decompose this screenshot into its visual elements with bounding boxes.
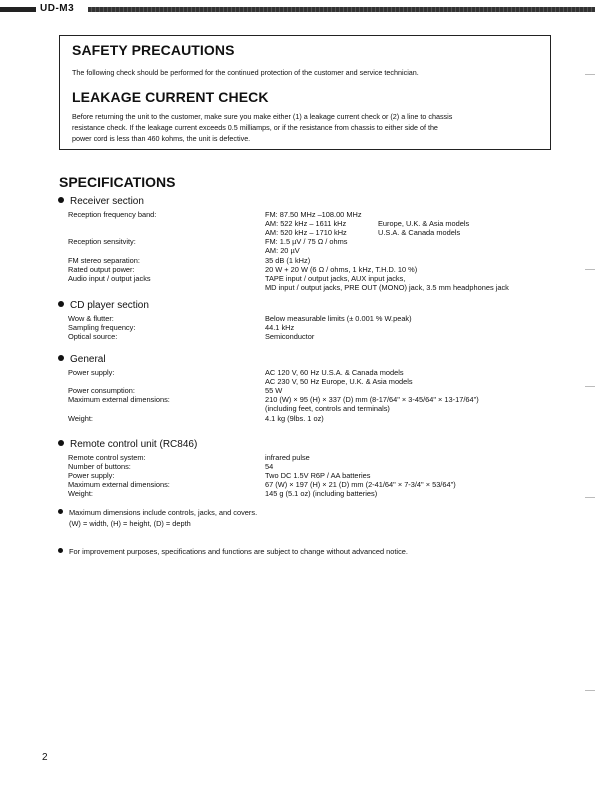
note-line: For improvement purposes, specifications and functions are subject to change without advanced notice. [69,547,408,556]
spec-label: Power supply: [68,471,115,481]
safety-text: The following check should be performed for the continued protection of the customer and service technician. [72,68,419,77]
leakage-line: Before returning the unit to the customer, make sure you make either (1) a leakage current check or (2) a line to chassis [72,112,453,121]
spec-value: 20 W + 20 W (6 Ω / ohms, 1 kHz, T.H.D. 10 %) [265,264,418,274]
general-heading [58,354,106,365]
section-title: General [70,354,106,365]
spec-label: Optical source: [68,332,118,342]
spec-value: infrared pulse [265,453,310,462]
spec-label: Wow & flutter: [68,314,114,323]
spec-row [0,453,595,462]
spec-row [0,219,595,228]
bullet-icon [58,548,63,553]
edge-mark [585,690,595,691]
spec-row [0,480,595,489]
spec-row [0,395,595,404]
spec-value: AM: 520 kHz – 1710 kHz [265,228,347,238]
spec-row [0,489,595,498]
edge-mark [585,497,595,498]
spec-value: 44.1 kHz [265,323,295,333]
spec-label: Remote control system: [68,453,146,462]
spec-label: Power consumption: [68,386,135,396]
bullet-icon [58,301,64,307]
spec-value: 67 (W) × 197 (H) × 21 (D) mm (2-41/64" × 7-3/4" × 53/64") [265,480,456,490]
specifications-title: SPECIFICATIONS [59,174,176,190]
spec-value: TAPE input / output jacks, AUX input jacks, [265,273,406,283]
spec-row [0,332,595,341]
spec-label: Number of buttons: [68,462,131,472]
edge-mark [585,269,595,270]
receiver-heading [58,196,144,207]
spec-value: Below measurable limits (± 0.001 % W.peak) [265,314,412,323]
section-title: Receiver section [70,196,144,207]
spec-row [0,404,595,413]
spec-label: Weight: [68,489,93,499]
spec-row [0,386,595,395]
bullet-icon [58,197,64,203]
remote-heading [58,439,197,450]
section-title: CD player section [70,300,149,311]
spec-value: AC 120 V, 60 Hz U.S.A. & Canada models [265,368,404,377]
spec-row [0,265,595,274]
bullet-icon [58,355,64,361]
leakage-text [72,111,540,144]
spec-value: FM: 1.5 µV / 75 Ω / ohms [265,237,348,247]
spec-label: Maximum external dimensions: [68,480,170,490]
spec-row [0,323,595,332]
cd-heading [58,300,149,311]
spec-value: 54 [265,462,274,472]
spec-value: AC 230 V, 50 Hz Europe, U.K. & Asia models [265,377,413,387]
spec-value: 35 dB (1 kHz) [265,255,311,265]
section-title: Remote control unit (RC846) [70,439,198,450]
model-name: UD-M3 [40,3,75,14]
spec-value: 4.1 kg (9lbs. 1 oz) [265,413,324,423]
bullet-icon [58,509,63,514]
bullet-icon [58,440,64,446]
leakage-line: power cord is less than 460 kohms, the unit is defective. [72,134,251,143]
spec-label: Rated output power: [68,264,135,274]
safety-title: SAFETY PRECAUTIONS [72,42,235,58]
spec-label: Reception sensitvity: [68,237,136,247]
spec-row [0,471,595,480]
spec-label: Sampling frequency: [68,323,136,333]
page-number: 2 [42,752,48,763]
spec-label: Maximum external dimensions: [68,395,170,405]
header-rule-right [88,7,595,12]
leakage-title: LEAKAGE CURRENT CHECK [72,89,269,105]
spec-row [0,256,595,265]
spec-row [0,237,595,246]
spec-label: Weight: [68,413,93,423]
spec-value: 55 W [265,386,283,396]
spec-row [0,228,595,237]
spec-value: Two DC 1.5V R6P / AA batteries [265,471,371,481]
spec-value: Europe, U.K. & Asia models [378,219,470,229]
spec-label: Audio input / output jacks [68,273,151,283]
safety-box [59,35,551,150]
note-line: (W) = width, (H) = height, (D) = depth [69,519,191,528]
leakage-line: resistance check. If the leakage current exceeds 0.5 milliamps, or if the resistance from chassis to either side of the [72,123,438,132]
spec-row [0,314,595,323]
spec-value: MD input / output jacks, PRE OUT (MONO) jack, 3.5 mm headphones jack [265,282,509,292]
spec-row [0,377,595,386]
spec-row [0,210,595,219]
spec-value: (including feet, controls and terminals) [265,404,390,414]
edge-mark [585,74,595,75]
spec-value: AM: 522 kHz – 1611 kHz [265,219,347,229]
spec-value: FM: 87.50 MHz –108.00 MHz [265,210,362,219]
spec-value: U.S.A. & Canada models [378,228,461,238]
spec-label: Reception frequency band: [68,210,157,219]
spec-value: 145 g (5.1 oz) (including batteries) [265,489,378,499]
dimensions-note [58,507,257,529]
note-line: Maximum dimensions include controls, jacks, and covers. [69,508,258,517]
spec-value: AM: 20 µV [265,246,300,256]
spec-label: FM stereo separation: [68,255,140,265]
spec-row [0,246,595,255]
spec-row [0,462,595,471]
spec-row [0,283,595,292]
spec-label: Power supply: [68,368,115,377]
improvement-note [58,546,408,557]
spec-row [0,368,595,377]
page-header [0,5,595,14]
edge-mark [585,386,595,387]
spec-row [0,274,595,283]
header-rule-left [0,7,36,12]
spec-row [0,414,595,423]
spec-value: 210 (W) × 95 (H) × 337 (D) mm (8-17/64" × 3-45/64" × 13-17/64") [265,395,479,405]
spec-value: Semiconductor [265,332,315,342]
